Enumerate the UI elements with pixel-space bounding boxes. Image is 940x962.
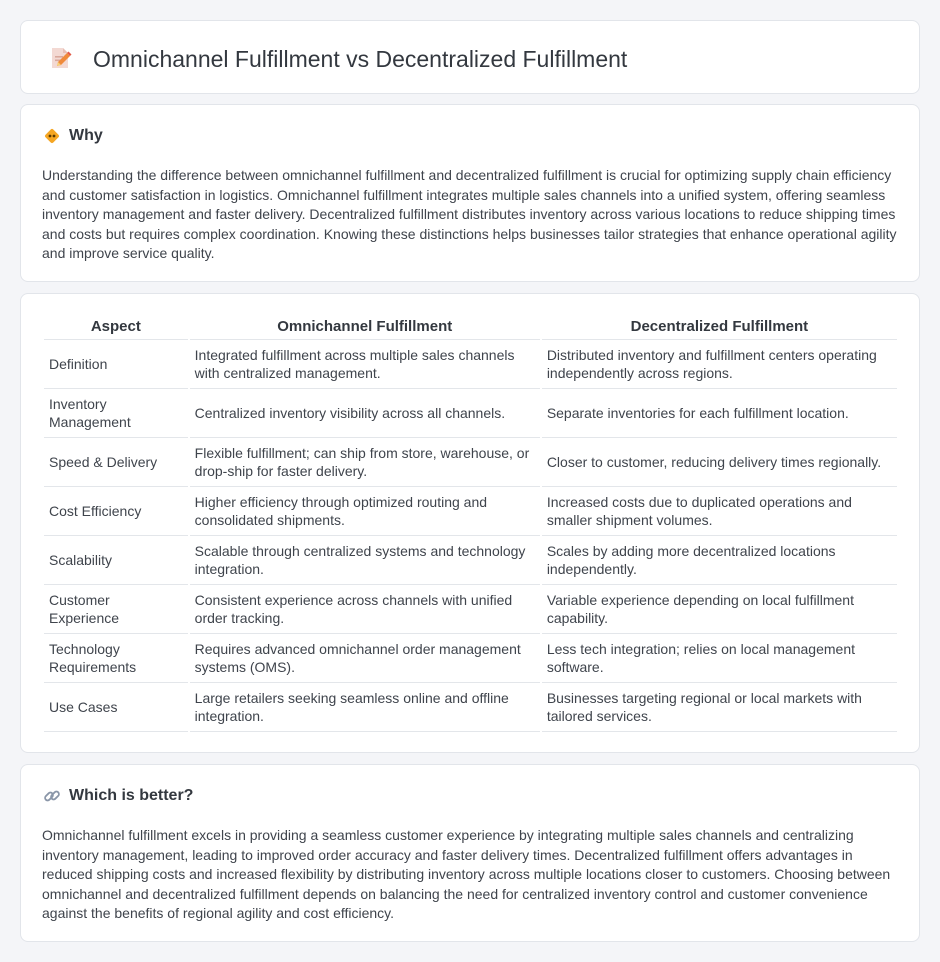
document-edit-icon xyxy=(47,45,73,71)
comparison-table-card xyxy=(20,293,920,753)
decentralized-cell: Closer to customer, reducing delivery times regionally. xyxy=(542,438,897,487)
table-row xyxy=(44,487,897,536)
omnichannel-cell: Requires advanced omnichannel order management systems (OMS). xyxy=(190,634,540,683)
decentralized-cell: Variable experience depending on local fulfillment capability. xyxy=(542,585,897,634)
table-header-row xyxy=(44,314,897,340)
aspect-cell: Scalability xyxy=(44,536,188,585)
omnichannel-cell: Higher efficiency through optimized routing and consolidated shipments. xyxy=(190,487,540,536)
header-decentralized: Decentralized Fulfillment xyxy=(542,314,897,340)
decentralized-cell: Scales by adding more decentralized locations independently. xyxy=(542,536,897,585)
aspect-cell: Inventory Management xyxy=(44,389,188,438)
omnichannel-cell: Centralized inventory visibility across all channels. xyxy=(190,389,540,438)
header-omnichannel: Omnichannel Fulfillment xyxy=(190,314,540,340)
aspect-cell: Customer Experience xyxy=(44,585,188,634)
better-title: Which is better? xyxy=(69,787,194,804)
table-row xyxy=(44,389,897,438)
comparison-table xyxy=(42,314,899,732)
page-title: Omnichannel Fulfillment vs Decentralized Fulfillment xyxy=(93,46,628,72)
why-text: Understanding the difference between omnichannel fulfillment and decentralized fulfillment is crucial for optimizing supply chain efficiency and customer satisfaction in logistics. Omnichannel fulfillment integrates multiple sales channels into a unified system, offering seamless inventory management and faster delivery. Decentralized fulfillment distributes inventory across various locations to reduce shipping times and costs but requires complex coordination. Knowing these distinctions helps businesses tailor strategies that enhance operational agility and improve service quality. xyxy=(42,167,897,262)
why-heading xyxy=(43,127,103,145)
omnichannel-cell: Consistent experience across channels with unified order tracking. xyxy=(190,585,540,634)
table-row xyxy=(44,536,897,585)
aspect-cell: Speed & Delivery xyxy=(44,438,188,487)
why-title: Why xyxy=(69,127,103,144)
aspect-cell: Technology Requirements xyxy=(44,634,188,683)
table-row xyxy=(44,634,897,683)
aspect-cell: Use Cases xyxy=(44,683,188,732)
omnichannel-cell: Large retailers seeking seamless online and offline integration. xyxy=(190,683,540,732)
better-text: Omnichannel fulfillment excels in providing a seamless customer experience by integrating multiple sales channels and centralizing inventory management, leading to improved order accuracy and faster delivery times. Decentralized fulfillment offers advantages in reduced shipping costs and increased flexibility by distributing inventory across multiple locations closer to customers. Choosing between omnichannel and decentralized fulfillment depends on balancing the need for centralized inventory control and customer convenience against the benefits of regional agility and cost efficiency. xyxy=(42,827,891,922)
aspect-cell: Cost Efficiency xyxy=(44,487,188,536)
omnichannel-cell: Scalable through centralized systems and technology integration. xyxy=(190,536,540,585)
better-heading xyxy=(43,787,193,805)
decentralized-cell: Increased costs due to duplicated operations and smaller shipment volumes. xyxy=(542,487,897,536)
why-section xyxy=(20,104,920,282)
diamond-warning-icon xyxy=(43,127,61,145)
header-card xyxy=(20,20,920,94)
table-row xyxy=(44,438,897,487)
omnichannel-cell: Integrated fulfillment across multiple sales channels with centralized management. xyxy=(190,340,540,389)
table-row xyxy=(44,683,897,732)
table-row xyxy=(44,340,897,389)
aspect-cell: Definition xyxy=(44,340,188,389)
decentralized-cell: Separate inventories for each fulfillment location. xyxy=(542,389,897,438)
link-icon xyxy=(43,787,61,805)
decentralized-cell: Businesses targeting regional or local markets with tailored services. xyxy=(542,683,897,732)
which-is-better-section xyxy=(20,764,920,942)
table-row xyxy=(44,585,897,634)
decentralized-cell: Distributed inventory and fulfillment centers operating independently across regions. xyxy=(542,340,897,389)
header-aspect: Aspect xyxy=(44,314,188,340)
omnichannel-cell: Flexible fulfillment; can ship from store, warehouse, or drop-ship for faster delivery. xyxy=(190,438,540,487)
decentralized-cell: Less tech integration; relies on local management software. xyxy=(542,634,897,683)
